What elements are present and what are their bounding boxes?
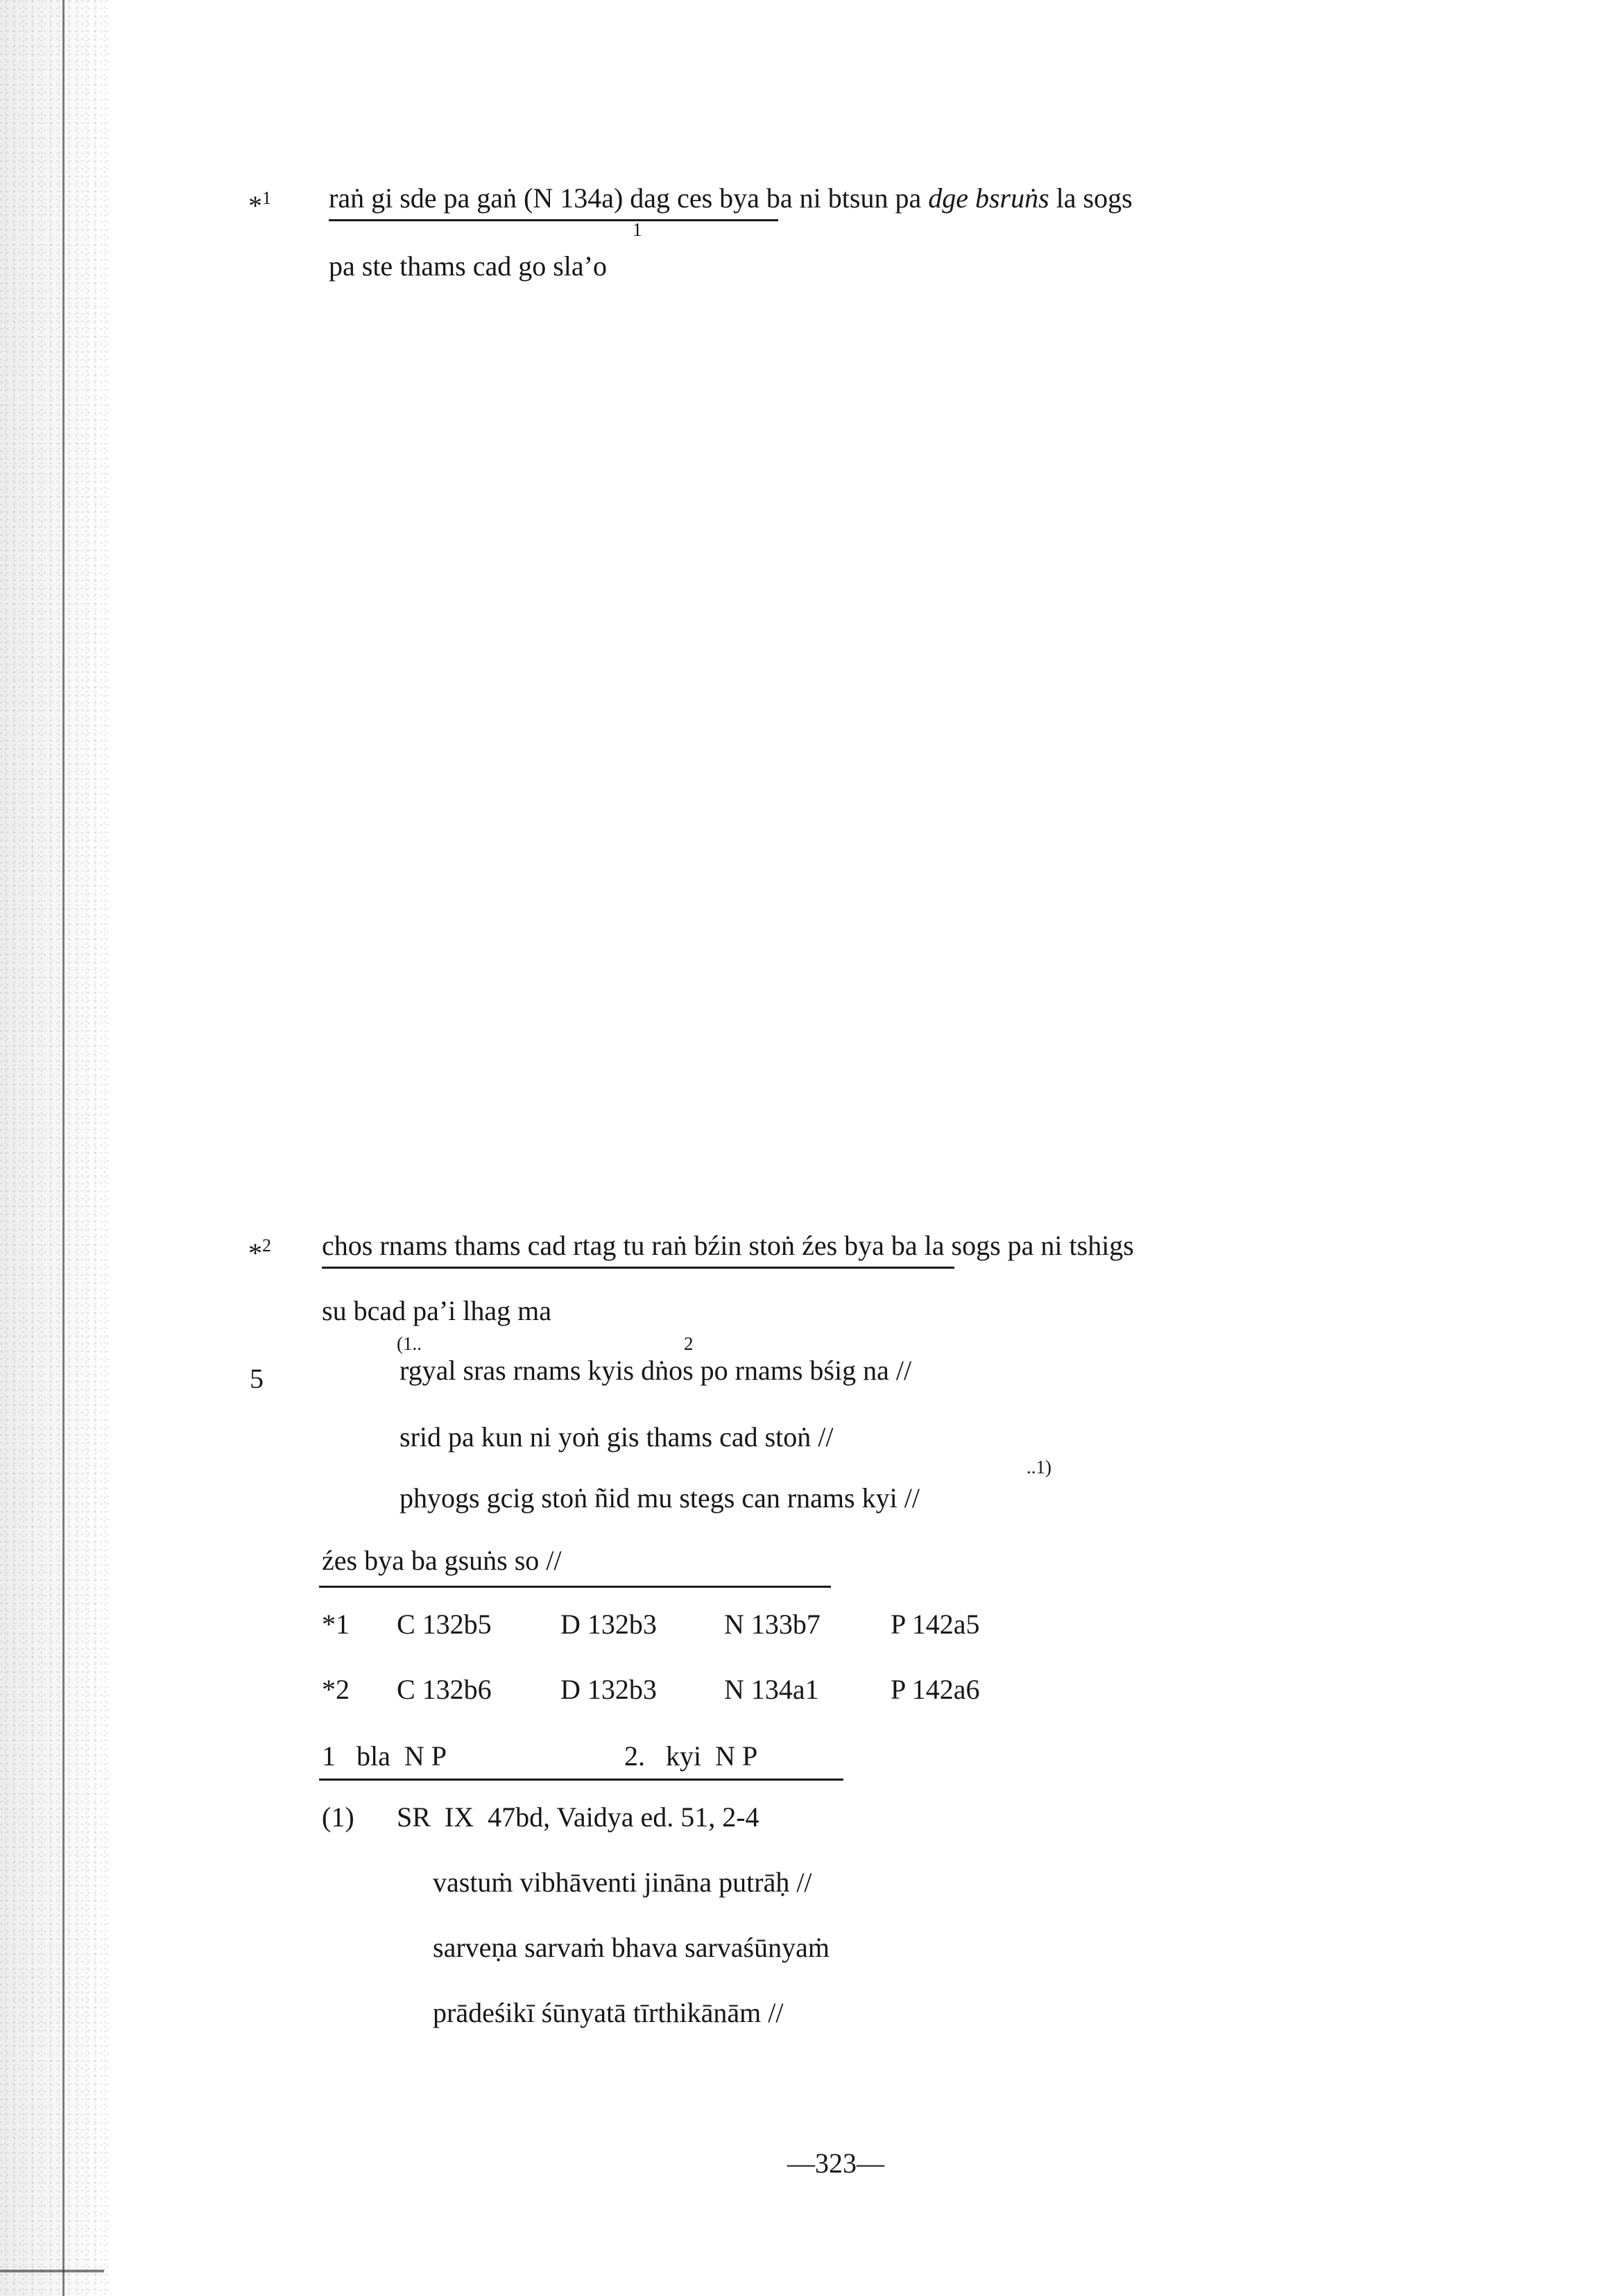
block1-line1: raṅ gi sde pa gaṅ (N 134a) dag ces bya ba ni btsun pa dge bsruṅs la sogs: [329, 182, 1133, 214]
block2-underline: [322, 1267, 954, 1269]
footnote-marker-1: *$^1$: [248, 188, 271, 221]
scan-bottom-rule: [0, 2270, 104, 2272]
ref-d: D 132b3: [560, 1674, 657, 1705]
ref-id: *2: [322, 1674, 350, 1705]
verse-mark-3: ..1): [1027, 1457, 1051, 1477]
note-line-3: prādeśikī śūnyatā tīrthikānām //: [433, 1997, 784, 2028]
block2-closing: źes bya ba gsuṅs so //: [322, 1545, 562, 1576]
note-line-2: sarveṇa sarvaṁ bhava sarvaśūnyaṁ: [433, 1932, 830, 1963]
ref-row-2: [322, 1673, 980, 1706]
block2-line2: su bcad pa’i lhag ma: [322, 1295, 551, 1326]
verse-mark-2: 2: [684, 1333, 694, 1354]
verse-line-1: rgyal sras rnams kyis dṅos po rnams bśig na //: [400, 1355, 912, 1386]
block1-underline: [329, 219, 778, 221]
variants-row: [322, 1740, 757, 1773]
block2-closing-rule: [319, 1586, 831, 1588]
scan-binding-edge: [0, 0, 111, 2296]
verse-mark-1: (1..: [397, 1333, 422, 1354]
footnote-marker-2: *$^2$: [248, 1235, 271, 1269]
block1-line2: pa ste thams cad go sla’o: [329, 250, 607, 282]
variants-rule: [319, 1779, 843, 1781]
note-source-line: [322, 1801, 759, 1834]
ref-id: *1: [322, 1609, 350, 1640]
line-number: 5: [250, 1363, 264, 1394]
page-number: —323—: [787, 2148, 884, 2179]
variant-1: 1 bla N P: [322, 1740, 447, 1772]
ref-p: P 142a5: [891, 1609, 980, 1640]
ref-row-1: [322, 1608, 980, 1641]
ref-c: C 132b5: [397, 1609, 492, 1640]
verse-line-2: srid pa kun ni yoṅ gis thams cad stoṅ //: [400, 1421, 834, 1453]
scan-edge-rule: [62, 0, 65, 2296]
verse-line-3: phyogs gcig stoṅ ñid mu stegs can rnams kyi //: [400, 1482, 920, 1514]
ref-d: D 132b3: [560, 1609, 657, 1640]
ref-c: C 132b6: [397, 1674, 492, 1705]
ref-p: P 142a6: [891, 1674, 980, 1705]
note-line-1: vastuṁ vibhāventi jināna putrāḥ //: [433, 1867, 812, 1898]
block1-note-mark: 1: [633, 219, 642, 240]
variant-2: 2. kyi N P: [624, 1740, 758, 1772]
ref-n: N 133b7: [724, 1609, 821, 1640]
note-label: (1): [322, 1801, 354, 1833]
ref-n: N 134a1: [724, 1674, 819, 1705]
block2-line1: chos rnams thams cad rtag tu raṅ bźin stoṅ źes bya ba la sogs pa ni tshigs: [322, 1230, 1134, 1261]
note-source: SR IX 47bd, Vaidya ed. 51, 2-4: [397, 1801, 759, 1833]
